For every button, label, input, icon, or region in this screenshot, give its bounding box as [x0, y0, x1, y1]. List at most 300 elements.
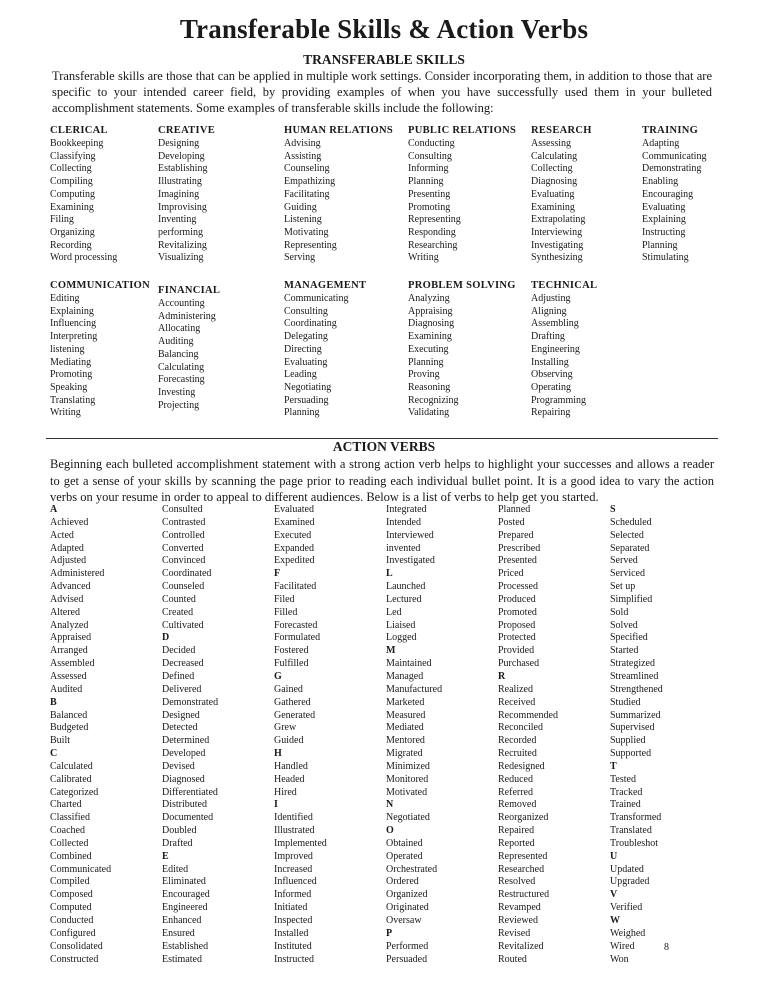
- skill-group-title: FINANCIAL: [158, 285, 221, 296]
- skill-group-title: CREATIVE: [158, 125, 216, 136]
- skill-item: Validating: [408, 407, 450, 419]
- verb-item: Demonstrated: [162, 696, 219, 708]
- skill-item: Filing: [50, 214, 74, 226]
- verb-item: invented: [386, 542, 421, 554]
- verb-item: Revitalized: [498, 940, 544, 952]
- verb-item: Inspected: [274, 915, 313, 926]
- skill-item: Imagining: [158, 188, 200, 200]
- skill-item: Recording: [50, 239, 92, 251]
- verb-item: Orchestrated: [386, 863, 438, 875]
- skill-item: Collecting: [531, 163, 573, 175]
- skill-item: Guiding: [284, 201, 317, 213]
- skill-item: Evaluating: [642, 201, 686, 213]
- verb-item: Summarized: [610, 709, 661, 721]
- verb-item: Set up: [610, 581, 636, 593]
- verb-letter-heading: P: [386, 927, 393, 939]
- skill-group-clerical: [50, 124, 117, 265]
- verb-item: Generated: [274, 709, 316, 721]
- skill-item: Word processing: [50, 252, 118, 264]
- skill-item: Appraising: [408, 305, 453, 317]
- verb-item: Edited: [162, 863, 189, 875]
- skill-item: Mediating: [50, 356, 92, 368]
- verb-item: Managed: [386, 670, 424, 682]
- verb-item: Administered: [50, 568, 105, 580]
- verb-item: Increased: [274, 863, 313, 875]
- skill-item: Investing: [158, 386, 196, 398]
- verb-item: Implemented: [274, 837, 327, 849]
- verb-item: Composed: [50, 889, 93, 901]
- verb-item: Recruited: [498, 748, 537, 760]
- verb-item: Selected: [610, 529, 644, 541]
- verb-item: Realized: [498, 683, 533, 695]
- skill-item: Programming: [531, 394, 586, 406]
- verb-item: Strengthened: [610, 683, 663, 695]
- verb-item: Purchased: [498, 658, 540, 670]
- skill-item: Investigating: [531, 239, 584, 251]
- skill-item: Inventing: [158, 214, 197, 226]
- verb-item: Serviced: [610, 568, 645, 580]
- skill-item: Informing: [408, 163, 449, 175]
- skill-group-management: [284, 279, 366, 420]
- verb-item: Expedited: [274, 555, 315, 567]
- verb-item: Handled: [274, 760, 308, 772]
- verb-item: Consolidated: [50, 940, 103, 952]
- verb-item: Categorized: [50, 786, 99, 798]
- verb-item: Streamlined: [610, 670, 659, 682]
- verb-item: Intended: [386, 516, 421, 528]
- skill-item: listening: [50, 343, 85, 355]
- verb-item: Assessed: [50, 670, 87, 682]
- verb-letter-heading: O: [386, 825, 394, 837]
- skill-item: Explaining: [50, 305, 94, 317]
- verb-item: Evaluated: [274, 504, 314, 515]
- verb-item: Trained: [610, 799, 641, 811]
- skill-group-title: COMMUNICATION: [50, 280, 150, 291]
- skill-item: Collecting: [50, 163, 92, 175]
- skill-item: Adjusting: [531, 293, 571, 304]
- skill-item: Advising: [284, 138, 321, 149]
- verb-column-5: [498, 504, 558, 966]
- skill-group-technical: [531, 279, 597, 420]
- page-number: 8: [664, 942, 669, 953]
- verb-item: Removed: [498, 799, 537, 811]
- verb-item: Routed: [498, 953, 527, 965]
- verb-item: Ensured: [162, 927, 195, 939]
- verb-item: Influenced: [274, 876, 317, 888]
- skill-item: performing: [158, 226, 203, 238]
- verb-letter-heading: C: [50, 748, 58, 760]
- skill-item: Revitalizing: [158, 239, 207, 251]
- verb-column-2: [162, 504, 218, 966]
- verb-item: Audited: [50, 683, 83, 695]
- verb-letter-heading: N: [386, 799, 394, 811]
- action-verbs-intro-paragraph: Beginning each bulleted accomplishment statement with a strong action verb helps to highlight your successes and allows a reader to get a sense of your skills by scanning the page prior to reading each individual bullet point. It is a good idea to vary the action verbs on your resume in order to appeal to different audiences. Below is a list of verbs to help get you started.: [50, 457, 714, 504]
- verb-item: Distributed: [162, 799, 207, 811]
- verb-item: Protected: [498, 632, 536, 644]
- verb-item: Hired: [274, 786, 297, 798]
- verb-item: Altered: [50, 606, 80, 618]
- verb-letter-heading: U: [610, 850, 618, 862]
- verb-item: Estimated: [162, 953, 202, 965]
- verb-item: Minimized: [386, 760, 430, 772]
- verb-item: Scheduled: [610, 516, 652, 528]
- skill-item: Calculating: [158, 361, 205, 373]
- skill-group-title: PROBLEM SOLVING: [408, 280, 516, 291]
- verb-letter-heading: I: [274, 799, 278, 811]
- skill-item: Bookkeeping: [50, 138, 104, 149]
- skill-item: Auditing: [158, 336, 194, 348]
- verb-item: Presented: [498, 555, 537, 567]
- verb-item: Compiled: [50, 876, 90, 888]
- verb-item: Manufactured: [386, 683, 443, 695]
- verb-item: Motivated: [386, 786, 428, 798]
- verb-item: Represented: [498, 850, 548, 862]
- verb-item: Revamped: [498, 902, 541, 914]
- verb-item: Forecasted: [274, 619, 318, 631]
- verb-item: Proposed: [498, 619, 536, 631]
- verb-item: Adapted: [50, 542, 84, 554]
- verb-item: Won: [610, 953, 629, 965]
- verb-item: Formulated: [274, 632, 321, 644]
- skill-item: Editing: [50, 293, 80, 304]
- skill-group-title: CLERICAL: [50, 125, 108, 136]
- verb-item: Logged: [386, 632, 417, 644]
- verb-item: Repaired: [498, 825, 535, 837]
- verb-item: Tracked: [610, 786, 643, 798]
- verb-item: Transformed: [610, 812, 662, 824]
- skill-group-creative: [158, 124, 215, 265]
- verb-item: Determined: [162, 735, 210, 747]
- verb-item: Instructed: [274, 953, 314, 965]
- verb-item: Upgraded: [610, 876, 650, 888]
- verb-item: Received: [498, 696, 536, 708]
- verb-item: Interviewed: [386, 529, 434, 541]
- verb-item: Calculated: [50, 760, 93, 772]
- verb-item: Translated: [610, 825, 652, 837]
- verb-item: Advised: [50, 593, 84, 605]
- skill-item: Conducting: [408, 138, 455, 149]
- verb-item: Configured: [50, 927, 96, 939]
- skill-item: Examining: [531, 201, 575, 213]
- verb-column-4: [386, 504, 442, 966]
- verb-item: Negotiated: [386, 812, 430, 824]
- verb-letter-heading: S: [610, 504, 616, 515]
- skill-item: Promoting: [408, 201, 451, 213]
- verb-item: Supported: [610, 748, 652, 760]
- verb-item: Lectured: [386, 593, 422, 605]
- skill-item: Instructing: [642, 226, 686, 238]
- verb-item: Contrasted: [162, 516, 206, 528]
- verb-item: Promoted: [498, 606, 537, 618]
- verb-item: Solved: [610, 619, 638, 631]
- skill-group-title: TRAINING: [642, 125, 699, 136]
- verb-letter-heading: H: [274, 748, 282, 760]
- skill-item: Reasoning: [408, 381, 451, 393]
- verb-column-6: [610, 504, 663, 966]
- skill-item: Proving: [408, 369, 440, 381]
- skill-item: Assisting: [284, 150, 322, 162]
- verb-item: Studied: [610, 696, 641, 708]
- skill-item: Leading: [284, 369, 317, 381]
- verb-item: Operated: [386, 850, 423, 862]
- skill-item: Writing: [50, 407, 81, 419]
- skill-item: Classifying: [50, 150, 96, 162]
- verb-letter-heading: W: [610, 915, 620, 926]
- verb-item: Documented: [162, 812, 214, 824]
- skill-item: Improvising: [158, 201, 207, 213]
- skill-item: Allocating: [158, 323, 201, 335]
- verb-item: Started: [610, 645, 639, 657]
- verb-item: Supplied: [610, 735, 646, 747]
- verb-item: Built: [50, 735, 71, 747]
- skill-item: Forecasting: [158, 374, 205, 386]
- skill-item: Aligning: [531, 305, 567, 317]
- verb-item: Organized: [386, 889, 428, 901]
- skills-intro-paragraph: Transferable skills are those that can be applied in multiple work settings. Consider incorporating them, in addition to those that are specific to your intended career field, by providing examples of when you have successfully used them in your bulleted accomplishment statements. Some examples of transferable skills include the following:: [52, 69, 712, 115]
- verb-item: Counted: [162, 593, 196, 605]
- verb-item: Counseled: [162, 581, 205, 593]
- skill-item: Listening: [284, 214, 322, 226]
- verb-item: Guided: [274, 735, 304, 747]
- verb-item: Originated: [386, 902, 429, 914]
- verb-item: Reconciled: [498, 722, 543, 734]
- verb-item: Verified: [610, 902, 643, 914]
- verb-item: Created: [162, 606, 194, 618]
- verb-letter-heading: L: [386, 568, 393, 580]
- skill-item: Establishing: [158, 163, 208, 175]
- skill-item: Installing: [531, 356, 569, 368]
- verb-item: Supervised: [610, 722, 655, 734]
- verb-item: Headed: [274, 773, 305, 785]
- verb-item: Convinced: [162, 555, 206, 567]
- verb-item: Ordered: [386, 876, 419, 888]
- verb-item: Wired: [610, 940, 635, 952]
- verb-item: Prescribed: [498, 542, 541, 554]
- skill-item: Analyzing: [408, 293, 450, 304]
- verb-letter-heading: M: [386, 645, 396, 657]
- verb-item: Doubled: [162, 825, 197, 837]
- verb-item: Improved: [274, 850, 313, 862]
- skill-item: Examining: [50, 201, 94, 213]
- skill-group-financial: [158, 284, 220, 412]
- skill-item: Planning: [408, 356, 444, 368]
- skill-item: Stimulating: [642, 252, 689, 264]
- verb-item: Filed: [274, 593, 295, 605]
- verb-item: Integrated: [386, 504, 427, 515]
- page-title: Transferable Skills & Action Verbs: [179, 14, 589, 44]
- skill-item: Visualizing: [158, 252, 204, 264]
- verb-letter-heading: D: [162, 632, 170, 644]
- skills-section-heading: TRANSFERABLE SKILLS: [303, 52, 465, 67]
- verb-item: Grew: [274, 722, 297, 734]
- verb-item: Reorganized: [498, 812, 549, 824]
- skill-item: Evaluating: [531, 188, 575, 200]
- verb-item: Separated: [610, 542, 650, 554]
- verb-item: Liaised: [386, 619, 416, 631]
- skill-item: Negotiating: [284, 381, 332, 393]
- verb-item: Delivered: [162, 683, 202, 695]
- verb-item: Performed: [386, 940, 429, 952]
- skill-item: Researching: [408, 239, 458, 251]
- verb-item: Reported: [498, 837, 535, 849]
- skill-group-training: [642, 124, 706, 265]
- verb-item: Budgeted: [50, 722, 89, 734]
- verb-letter-heading: E: [162, 850, 169, 862]
- verb-item: Troubleshot: [610, 837, 658, 849]
- verb-item: Consulted: [162, 504, 203, 515]
- skill-item: Representing: [284, 239, 337, 251]
- skill-item: Writing: [408, 252, 439, 264]
- skill-item: Examining: [408, 331, 452, 343]
- verb-item: Reviewed: [498, 915, 538, 926]
- skill-item: Interpreting: [50, 331, 98, 343]
- verb-item: Resolved: [498, 876, 536, 888]
- skill-group-title: PUBLIC RELATIONS: [408, 125, 517, 136]
- verb-item: Restructured: [498, 889, 550, 901]
- verb-letter-heading: V: [610, 889, 618, 901]
- verb-item: Installed: [274, 927, 309, 939]
- verb-item: Gained: [274, 683, 303, 695]
- verb-item: Communicated: [50, 863, 112, 875]
- verb-item: Reduced: [498, 773, 533, 785]
- skill-item: Serving: [284, 252, 316, 264]
- skill-group-problem-solving: [408, 279, 516, 420]
- verb-item: Instituted: [274, 940, 312, 952]
- verb-item: Maintained: [386, 658, 432, 670]
- verb-item: Informed: [274, 889, 312, 901]
- skill-item: Empathizing: [284, 176, 336, 188]
- skill-item: Operating: [531, 381, 571, 393]
- verb-item: Computed: [50, 902, 92, 914]
- skill-group-title: HUMAN RELATIONS: [284, 125, 394, 136]
- skill-item: Engineering: [531, 343, 580, 355]
- verb-item: Detected: [162, 722, 198, 734]
- verb-item: Developed: [162, 748, 206, 760]
- skill-item: Observing: [531, 369, 573, 381]
- verb-item: Persuaded: [386, 953, 428, 965]
- verb-column-3: [274, 504, 327, 966]
- skill-item: Recognizing: [408, 394, 459, 406]
- verb-item: Launched: [386, 581, 426, 593]
- skill-item: Adapting: [642, 138, 680, 149]
- verb-item: Devised: [162, 760, 195, 772]
- verb-letter-heading: F: [274, 568, 281, 580]
- skill-group-communication: [50, 279, 150, 420]
- verb-item: Diagnosed: [162, 773, 205, 785]
- verb-item: Researched: [498, 863, 545, 875]
- verb-item: Priced: [498, 568, 524, 580]
- skill-item: Drafting: [531, 331, 565, 343]
- verb-item: Decreased: [162, 658, 204, 670]
- skill-item: Communicating: [642, 150, 707, 162]
- verb-item: Encouraged: [162, 889, 210, 901]
- verb-item: Recommended: [498, 709, 558, 721]
- verb-item: Conducted: [50, 915, 94, 926]
- verb-item: Executed: [274, 529, 312, 541]
- verb-item: Constructed: [50, 953, 99, 965]
- verb-item: Designed: [162, 709, 200, 721]
- skill-item: Facilitating: [284, 188, 330, 200]
- verb-item: Mentored: [386, 735, 425, 747]
- verb-item: Expanded: [274, 542, 314, 554]
- verb-letter-heading: T: [610, 760, 617, 772]
- verb-column-1: [50, 504, 111, 966]
- verb-item: Coordinated: [162, 568, 212, 580]
- verb-item: Advanced: [50, 581, 91, 593]
- verb-item: Strategized: [610, 658, 655, 670]
- skill-group-title: RESEARCH: [531, 125, 592, 136]
- verb-item: Mediated: [386, 722, 424, 734]
- verb-item: Adjusted: [50, 555, 87, 567]
- verb-item: Specified: [610, 632, 648, 644]
- skill-item: Influencing: [50, 318, 97, 330]
- verb-item: Achieved: [50, 516, 89, 528]
- verb-item: Converted: [162, 542, 204, 554]
- skill-item: Speaking: [50, 381, 88, 393]
- verb-item: Combined: [50, 850, 92, 862]
- skill-item: Accounting: [158, 298, 205, 309]
- verb-item: Differentiated: [162, 786, 218, 798]
- skill-item: Organizing: [50, 226, 95, 238]
- verb-item: Planned: [498, 504, 531, 515]
- verb-item: Updated: [610, 863, 644, 875]
- skill-item: Counseling: [284, 163, 330, 175]
- verb-item: Revised: [498, 927, 531, 939]
- verb-item: Drafted: [162, 837, 193, 849]
- verb-item: Produced: [498, 593, 536, 605]
- verb-item: Migrated: [386, 748, 423, 760]
- verb-item: Analyzed: [50, 619, 89, 631]
- skill-item: Responding: [408, 226, 456, 238]
- skill-item: Planning: [284, 407, 320, 419]
- verb-item: Balanced: [50, 709, 88, 721]
- verb-item: Provided: [498, 645, 535, 657]
- verb-item: Posted: [498, 516, 525, 528]
- verb-item: Decided: [162, 645, 196, 657]
- verb-item: Filled: [274, 606, 298, 618]
- skill-item: Administering: [158, 310, 216, 322]
- verb-item: Prepared: [498, 529, 534, 541]
- verb-item: Established: [162, 940, 209, 952]
- verb-item: Coached: [50, 825, 85, 837]
- skill-item: Promoting: [50, 369, 93, 381]
- skill-item: Motivating: [284, 226, 329, 238]
- skill-item: Assembling: [531, 318, 579, 330]
- verb-item: Acted: [50, 529, 74, 541]
- skill-item: Consulting: [408, 150, 452, 162]
- skill-item: Consulting: [284, 305, 328, 317]
- verb-letter-heading: A: [50, 504, 58, 515]
- verb-letter-heading: G: [274, 670, 282, 682]
- skill-item: Executing: [408, 343, 449, 355]
- skill-item: Coordinating: [284, 318, 337, 330]
- skill-item: Synthesizing: [531, 252, 583, 264]
- verb-item: Identified: [274, 812, 313, 824]
- verb-item: Facilitated: [274, 581, 317, 593]
- skill-item: Diagnosing: [408, 318, 455, 330]
- skill-item: Compiling: [50, 176, 93, 188]
- verb-item: Recorded: [498, 735, 537, 747]
- skill-item: Diagnosing: [531, 176, 578, 188]
- verb-item: Investigated: [386, 555, 435, 567]
- verb-item: Examined: [274, 516, 315, 528]
- verb-item: Redesigned: [498, 760, 545, 772]
- skill-item: Translating: [50, 394, 96, 406]
- skill-item: Demonstrating: [642, 163, 702, 175]
- verb-item: Initiated: [274, 902, 308, 914]
- verb-item: Gathered: [274, 696, 311, 708]
- verb-item: Enhanced: [162, 915, 202, 926]
